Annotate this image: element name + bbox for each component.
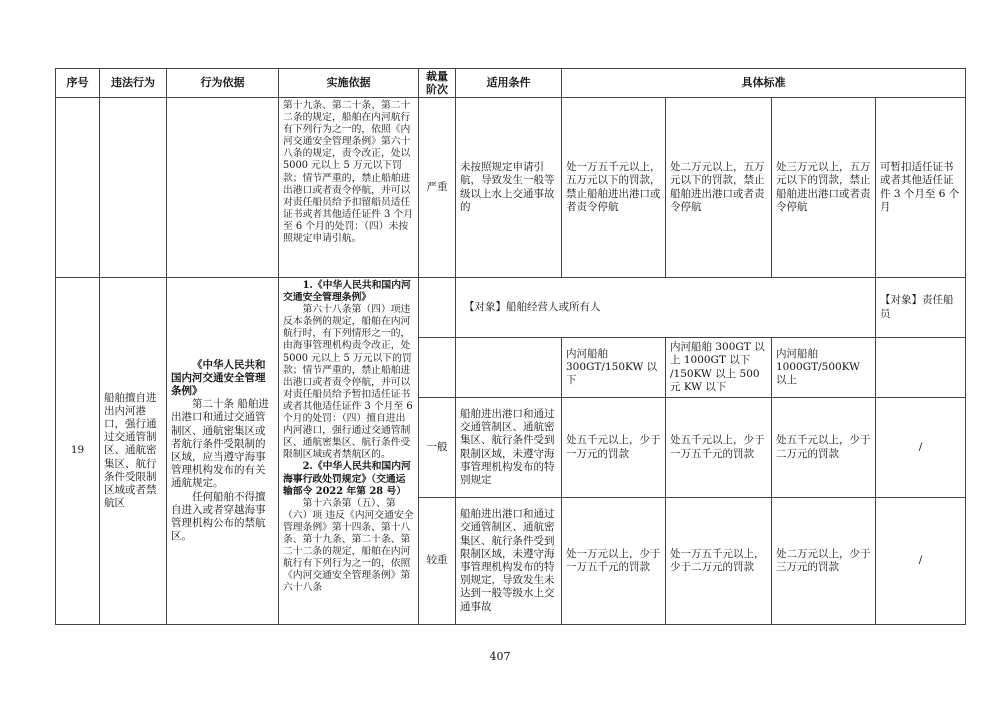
cell-seq-19: 19: [56, 278, 100, 625]
cell-std-serious-1: 处一万元以上，少于一万五千元的罚款: [562, 498, 666, 625]
cell-std-normal-4: /: [876, 398, 966, 498]
cell-level-serious: 较重: [419, 498, 456, 625]
cell-std-4: 可暂扣适任证书或者其他适任证件 3 个月至 6 个月: [876, 98, 966, 278]
cell-cond: [456, 338, 562, 398]
header-row: [56, 69, 966, 98]
cell-std-serious-4: /: [876, 498, 966, 625]
cell-basis-19: [167, 278, 279, 625]
cell-cond: 未按照规定申请引航，导致发生一般等级以上水上交通事故的: [456, 98, 562, 278]
cell-size-2: 内河船舶 300GT 以上 1000GT 以下 /150KW 以上 500 元 KW 以下: [666, 338, 772, 398]
cell-std-serious-2: 处一万五千元以上，少于二万元的罚款: [666, 498, 772, 625]
basis-title: 《中华人民共和国内河交通安全管理条例》: [171, 358, 266, 397]
impl-title-1: 1.《中华人民共和国内河交通安全管理条例》: [283, 280, 411, 304]
cell-std-1: 处一万五千元以上，五万元以下的罚款，禁止船舶进出港口或者责令停航: [562, 98, 666, 278]
cell-object-crew: 【对象】责任船员: [876, 278, 966, 338]
cell-std-normal-1: 处五千元以上，少于一万元的罚款: [562, 398, 666, 498]
cell-act-19: 船舶擅自进出内河港口，强行通过交通管制区、通航密集区、航行条件受限制区域或者禁航区: [100, 278, 167, 625]
cell-size-1: 内河船舶 300GT/150KW 以下: [562, 338, 666, 398]
header-level: 裁量阶次: [419, 69, 456, 98]
header-cond: 适用条件: [456, 69, 562, 98]
cell-std-serious-3: 处二万元以上，少于三万元的罚款: [772, 498, 876, 625]
cell-size-3: 内河船舶 1000GT/500KW 以上: [772, 338, 876, 398]
page-number: 407: [489, 650, 511, 663]
header-act: 违法行为: [100, 69, 167, 98]
cell-size-4: [876, 338, 966, 398]
cell-act: [100, 98, 167, 278]
cell-level: [419, 278, 456, 338]
basis-para-1: 第二十条 船舶进出港口和通过交通管制区、通航密集区或者航行条件受限制的区域，应当遵守海事管理机构发布的有关通航规定。: [171, 398, 269, 490]
impl-title-2: 2.《中华人民共和国内河海事行政处罚规定》（交通运输部令 2022 年第 28 号）: [283, 461, 411, 497]
header-basis: 行为依据: [167, 69, 279, 98]
header-impl: 实施依据: [279, 69, 419, 98]
header-seq: 序号: [56, 69, 100, 98]
cell-impl-19: [279, 278, 419, 625]
cell-std-normal-2: 处五千元以上，少于一万五千元的罚款: [666, 398, 772, 498]
cell-std-2: 处二万元以上，五万元以下的罚款，禁止船舶进出港口或者责令停航: [666, 98, 772, 278]
header-std: 具体标准: [562, 69, 966, 98]
cell-impl: 第十九条、第二十条、第二十二条的规定，船舶在内河航行有下列行为之一的，依照《内河交通安全管理条例》第六十八条的规定，责令改正，处以 5000 元以上 5 万元以下罚款；情节严重的，禁止船舶进出港口或者责令停航，并可以对责任船员给予扣留船员适任证书或者其他适任证件 3 个月至 6 个月的处罚：（四）未按照规定申请引航。: [279, 98, 419, 278]
cell-level: [419, 338, 456, 398]
cell-object-owner: 【对象】船舶经营人或所有人: [456, 278, 876, 338]
cell-std-3: 处三万元以上，五万元以下的罚款，禁止船舶进出港口或者责令停航: [772, 98, 876, 278]
impl-para-1: 第六十八条第（四）项违反本条例的规定，船舶在内河航行时，有下列情形之一的，由海事管理机构责令改正，处 5000 元以上 5 万元以下的罚款；情节严重的，禁止船舶进出港口或者责令停航，并可以对责任船员给予暂扣适任证书或者其他适任证件 3 个月至 6 个月的处罚：（四）擅自进出内河港口，强行通过交通管制区、通航密集区、航行条件受限制区域或者禁航区的。: [283, 304, 413, 461]
table-row: [56, 98, 966, 278]
cell-level-normal: 一般: [419, 398, 456, 498]
cell-std-normal-3: 处五千元以上，少于二万元的罚款: [772, 398, 876, 498]
cell-cond-serious: 船舶进出港口和通过交通管制区、通航密集区、航行条件受到限制区域，未遵守海事管理机构发布的特别规定，导致发生未达到一般等级水上交通事故: [456, 498, 562, 625]
cell-basis: [167, 98, 279, 278]
table-row: [56, 278, 966, 338]
basis-para-2: 任何船舶不得擅自进入或者穿越海事管理机构公布的禁航区。: [171, 490, 266, 543]
penalty-standard-table: [55, 68, 966, 625]
cell-level: 严重: [419, 98, 456, 278]
impl-para-2: 第十六条第（五）、第（六）项 违反《内河交通安全管理条例》第十四条、第十八条、第十九条、第二十条、第二十二条的规定，船舶在内河航行有下列行为之一的，依照《内河交通安全管理条例》第六十八条: [283, 497, 414, 594]
cell-cond-normal: 船舶进出港口和通过交通管制区、通航密集区、航行条件受到限制区域，未遵守海事管理机构发布的特别规定: [456, 398, 562, 498]
cell-seq: [56, 98, 100, 278]
